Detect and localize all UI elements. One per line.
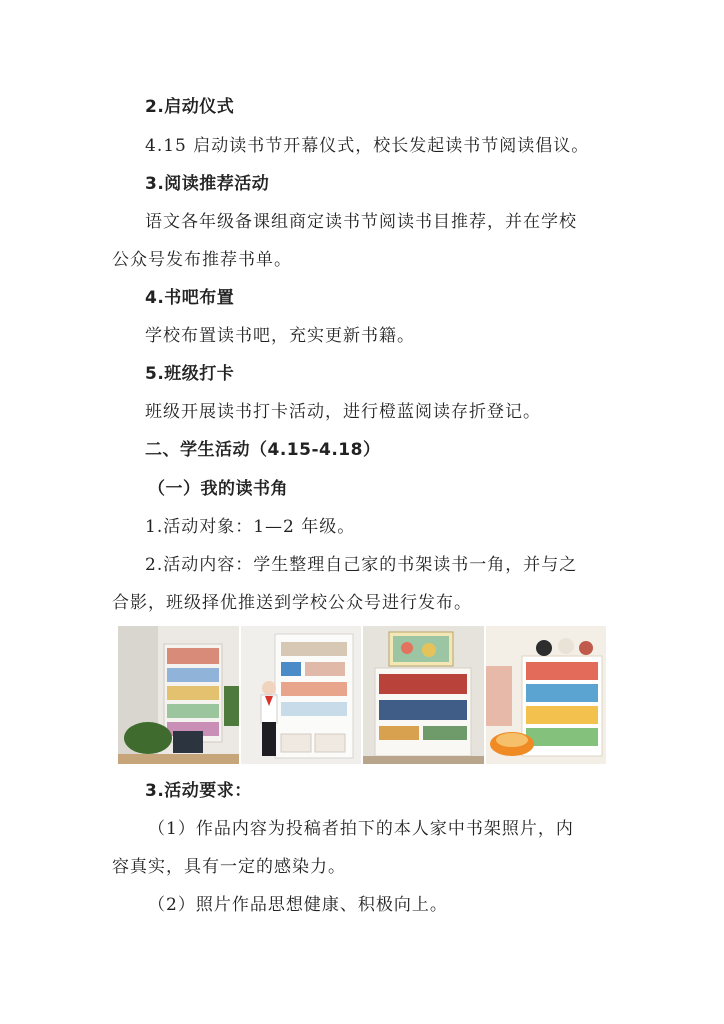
bookshelf-photo-4: [486, 626, 607, 764]
bookshelf-photo-2: [241, 626, 362, 764]
paragraph: 合影，班级择优推送到学校公众号进行发布。: [112, 593, 472, 613]
section-heading: 3.活动要求：: [145, 781, 252, 801]
paragraph: 语文各年级备课组商定读书节阅读书目推荐，并在学校: [145, 212, 577, 232]
bookshelf-photo-3: [363, 626, 484, 764]
paragraph: （2）照片作品思想健康、积极向上。: [148, 895, 448, 915]
paragraph: （1）作品内容为投稿者拍下的本人家中书架照片，内: [148, 819, 574, 839]
bookshelf-photo-1: [118, 626, 239, 764]
paragraph: 班级开展读书打卡活动，进行橙蓝阅读存折登记。: [145, 402, 541, 422]
section-heading: 4.书吧布置: [145, 288, 235, 308]
paragraph: 公众号发布推荐书单。: [112, 250, 292, 270]
section-heading: 3.阅读推荐活动: [145, 174, 270, 194]
section-heading: 2.启动仪式: [145, 97, 235, 117]
subsection-heading: （一）我的读书角: [148, 479, 288, 499]
paragraph: 2.活动内容：学生整理自己家的书架读书一角，并与之: [145, 555, 578, 575]
paragraph: 容真实，具有一定的感染力。: [112, 857, 346, 877]
paragraph: 4.15 启动读书节开幕仪式，校长发起读书节阅读倡议。: [145, 136, 590, 156]
section-heading: 5.班级打卡: [145, 364, 235, 384]
paragraph: 学校布置读书吧，充实更新书籍。: [145, 326, 415, 346]
paragraph: 1.活动对象：1—2 年级。: [145, 517, 356, 537]
chapter-heading: 二、学生活动（4.15-4.18）: [145, 440, 381, 460]
photo-strip: [118, 626, 606, 764]
